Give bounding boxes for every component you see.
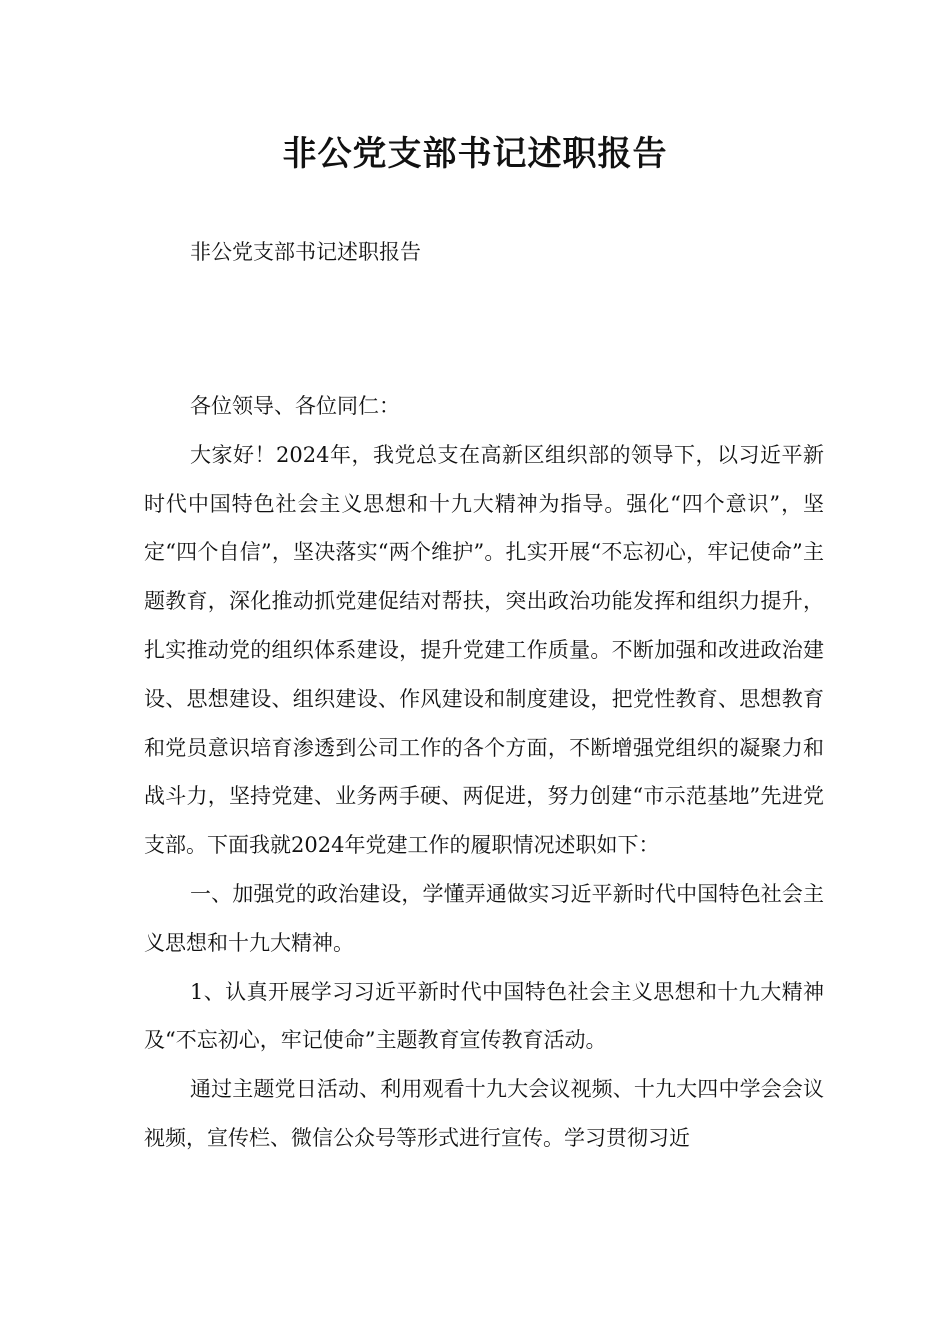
paragraph-body: 通过主题党日活动、利用观看十九大会议视频、十九大四中学会会议视频，宣传栏、微信公众号等形式进行宣传。学习贯彻习近: [144, 1077, 824, 1150]
paragraph-item-1: 1、认真开展学习习近平新时代中国特色社会主义思想和十九大精神及“不忘初心，牢记使命”主题教育宣传教育活动。: [144, 979, 824, 1053]
paragraph-section-heading: 一、加强党的政治建设，学懂弄通做实习近平新时代中国特色社会主义思想和十九大精神。: [144, 881, 824, 955]
paragraph-intro: 大家好！2024年，我党总支在高新区组织部的领导下，以习近平新时代中国特色社会主义思想和十九大精神为指导。强化“四个意识”，坚定“四个自信”，坚决落实“两个维护”。扎实开展“不忘初心，牢记使命”主题教育，深化推动抓党建促结对帮扶，突出政治功能发挥和组织力提升，扎实推动党的组织体系建设，提升党建工作质量。不断加强和改进政治建设、思想建设、组织建设、作风建设和制度建设，把党性教育、思想教育和党员意识培育渗透到公司工作的各个方面，不断增强党组织的凝聚力和战斗力，坚持党建、业务两手硬、两促进，努力创建“市示范基地”先进党支部。下面我就2024年党建工作的履职情况述职如下：: [144, 442, 824, 858]
document-subtitle: 非公党支部书记述职报告: [190, 240, 421, 264]
document-body: [144, 382, 824, 1163]
paragraph-greeting: 各位领导、各位同仁：: [190, 394, 400, 418]
document-title: 非公党支部书记述职报告: [282, 134, 668, 174]
